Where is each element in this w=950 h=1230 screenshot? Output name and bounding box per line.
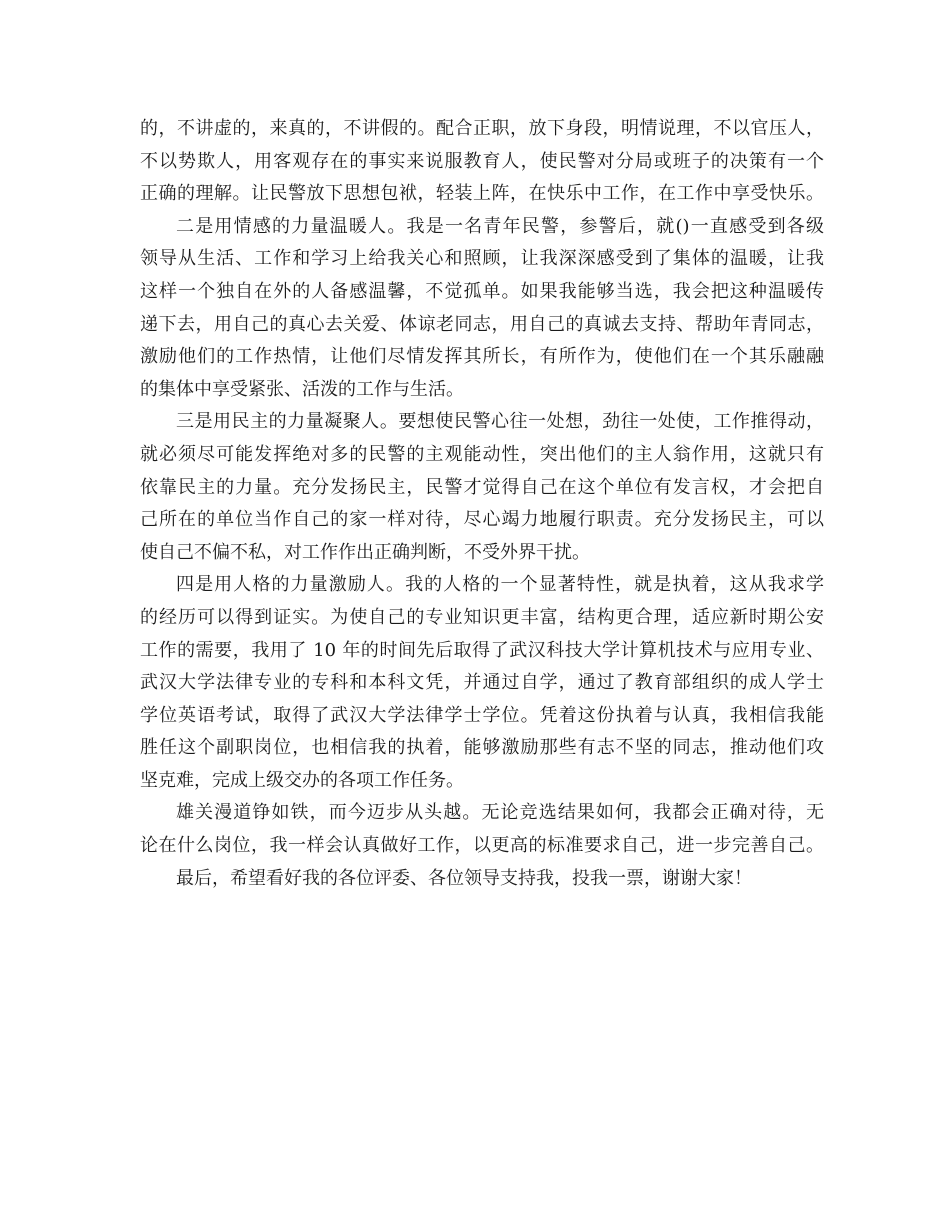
text-line: 的，不讲虚的，来真的，不讲假的。配合正职，放下身段，明情说理，不以官压人， [140, 118, 824, 139]
text-line: 使自己不偏不私，对工作作出正确判断，不受外界干扰。 [140, 541, 590, 563]
text-line: 依靠民主的力量。充分发扬民主，民警才觉得自己在这个单位有发言权，才会把自 [140, 476, 824, 498]
text-line: 论在什么岗位，我一样会认真做好工作，以更高的标准要求自己，进一步完善自己。 [140, 835, 824, 857]
text-line: 就必须尽可能发挥绝对多的民警的主观能动性，突出他们的主人翁作用，这就只有 [140, 443, 824, 465]
text-line: 最后，希望看好我的各位评委、各位领导支持我，投我一票，谢谢大家！ [176, 867, 752, 889]
text-line: 胜任这个副职岗位，也相信我的执着，能够激励那些有志不坚的同志，推动他们攻 [140, 737, 824, 759]
text-line: 武汉大学法律专业的专科和本科文凭，并通过自学，通过了教育部组织的成人学士 [140, 672, 824, 694]
text-line: 领导从生活、工作和学习上给我关心和照顾，让我深深感受到了集体的温暖，让我 [140, 248, 824, 270]
text-line: 雄关漫道铮如铁，而今迈步从头越。无论竞选结果如何，我都会正确对待，无 [176, 802, 824, 824]
paragraph-cooperation [140, 113, 824, 211]
text-line: 工作的需要，我用了 10 年的时间先后取得了武汉科技大学计算机技术与应用专业、 [140, 639, 824, 661]
text-line: 的经历可以得到证实。为使自己的专业知识更丰富，结构更合理，适应新时期公安 [140, 606, 824, 628]
text-line: 学位英语考试，取得了武汉大学法律学士学位。凭着这份执着与认真，我相信我能 [140, 704, 824, 726]
text-line: 四是用人格的力量激励人。我的人格的一个显著特性，就是执着，这从我求学 [176, 574, 824, 596]
text-line: 激励他们的工作热情，让他们尽情发挥其所长，有所作为，使他们在一个其乐融融 [140, 346, 824, 368]
paragraph-democracy [140, 406, 824, 569]
paragraph-emotion [140, 211, 824, 407]
paragraph-personality [140, 569, 824, 797]
text-line: 这样一个独自在外的人备感温馨，不觉孤单。如果我能够当选，我会把这种温暖传 [140, 280, 824, 302]
text-line: 的集体中享受紧张、活泼的工作与生活。 [140, 378, 464, 400]
text-line: 己所在的单位当作自己的家一样对待，尽心竭力地履行职责。充分发扬民主，可以 [140, 509, 824, 531]
text-line: 递下去，用自己的真心去关爱、体谅老同志，用自己的真诚去支持、帮助年青同志， [140, 313, 824, 335]
paragraph-closing [140, 863, 824, 896]
document-page [140, 113, 824, 895]
text-line: 不以势欺人，用客观存在的事实来说服教育人，使民警对分局或班子的决策有一个 [140, 150, 824, 172]
text-line: 三是用民主的力量凝聚人。要想使民警心往一处想，劲往一处使，工作推得动， [176, 411, 824, 433]
text-line: 正确的理解。让民警放下思想包袱，轻装上阵，在快乐中工作，在工作中享受快乐。 [140, 183, 824, 205]
paragraph-resolve [140, 797, 824, 862]
text-line: 坚克难，完成上级交办的各项工作任务。 [140, 769, 464, 791]
text-line: 二是用情感的力量温暖人。我是一名青年民警，参警后，就()一直感受到各级 [176, 215, 824, 237]
